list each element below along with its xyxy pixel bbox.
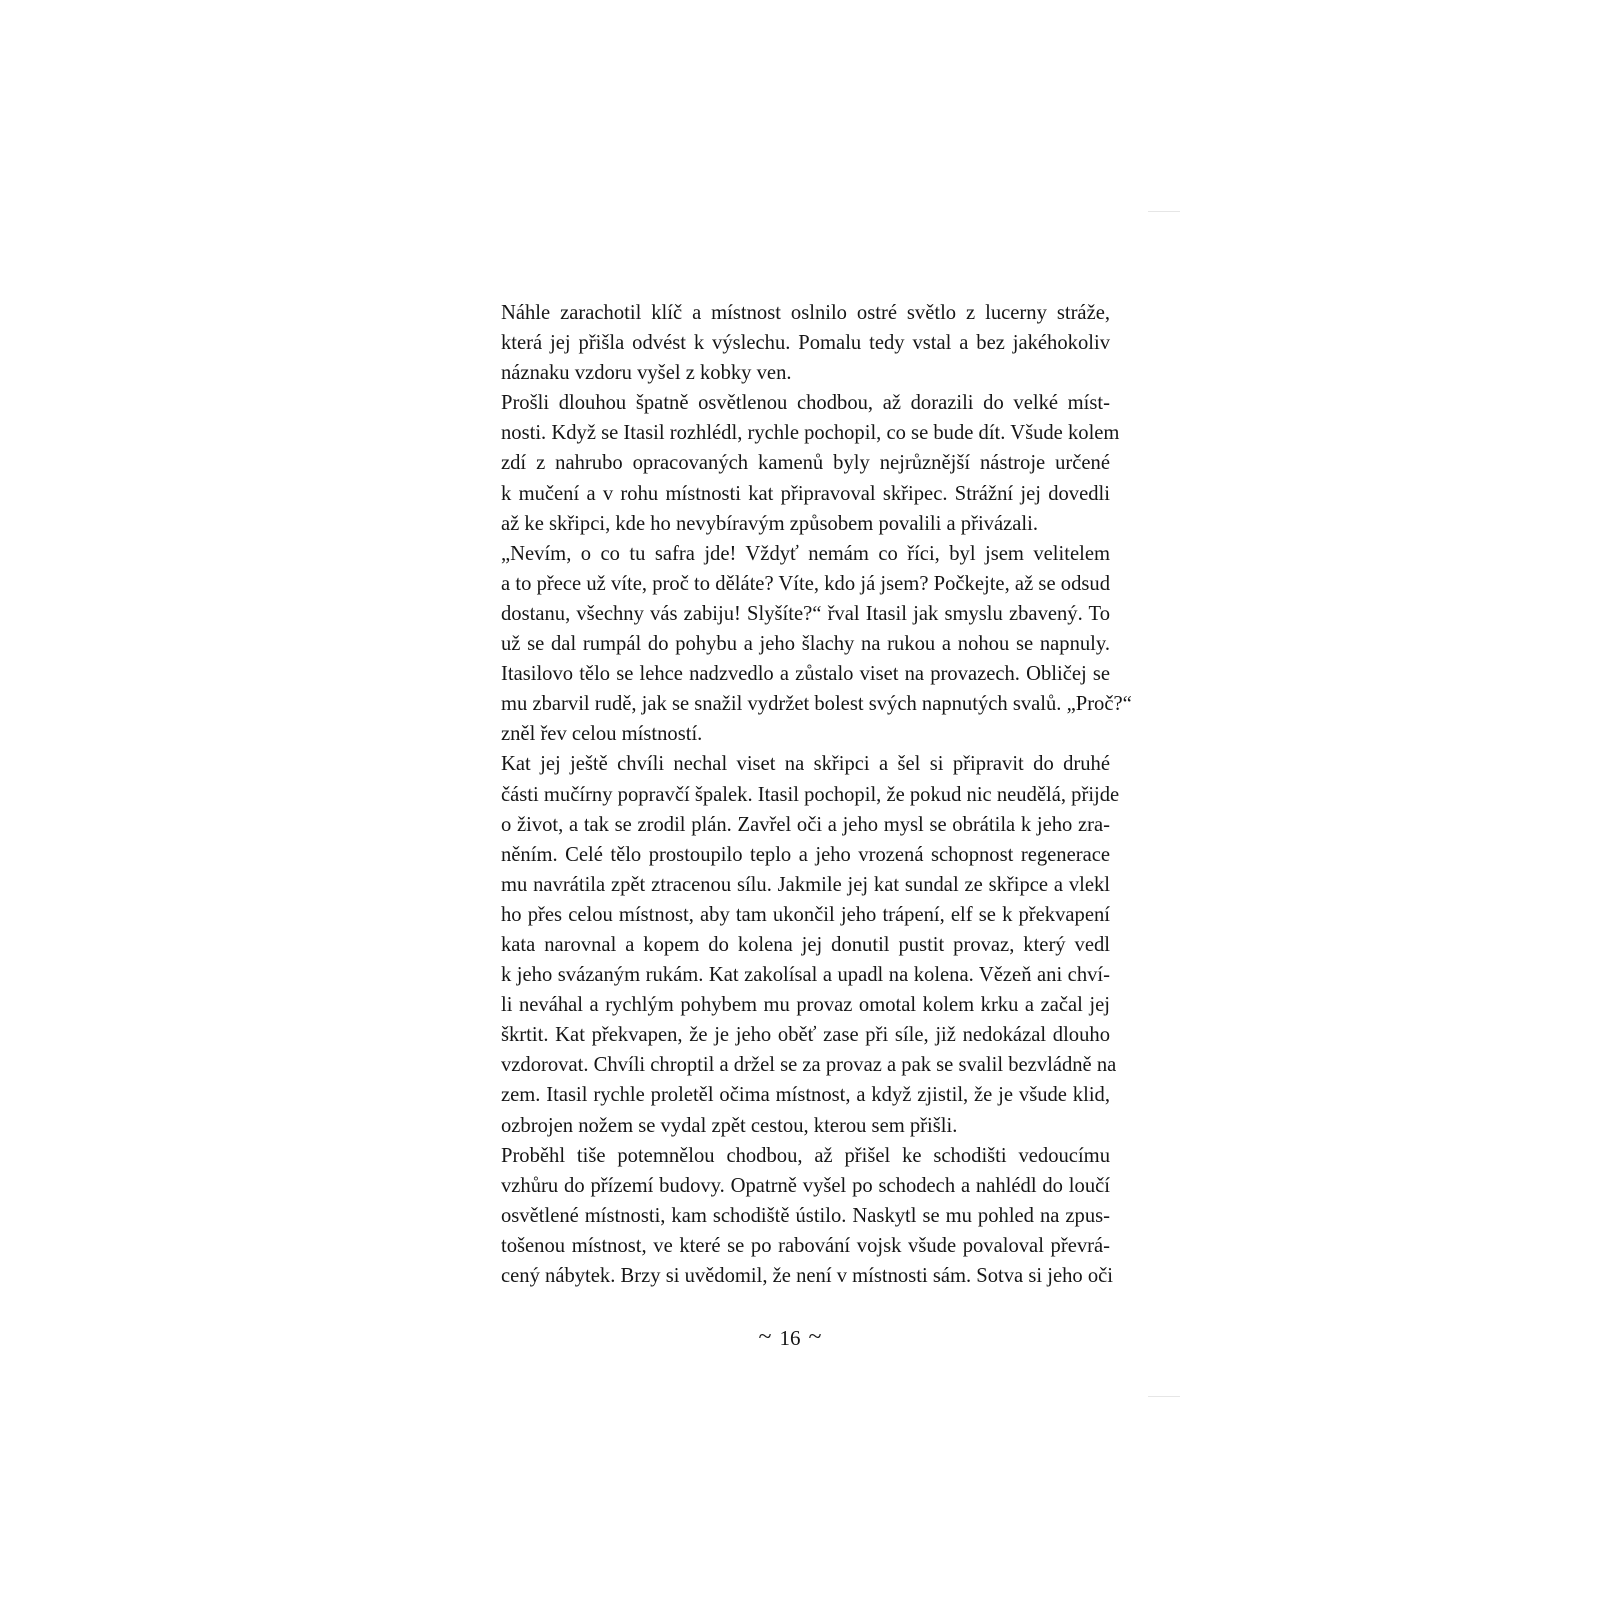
text-line: už se dal rumpál do pohybu a jeho šlachy na rukou a nohou se napnuly. bbox=[501, 633, 1110, 656]
text-line: Proběhl tiše potemnělou chodbou, až přišel ke schodišti vedoucímu bbox=[501, 1144, 1110, 1167]
crop-mark-top bbox=[1148, 211, 1180, 212]
text-line: Kat jej ještě chvíli nechal viset na skřipci a šel si připravit do druhé bbox=[501, 753, 1110, 776]
text-line: až ke skřipci, kde ho nevybíravým způsobem povalili a přivázali. bbox=[501, 512, 1038, 535]
crop-mark-bottom bbox=[1148, 1396, 1180, 1397]
text-line: a to přece už víte, proč to děláte? Víte, kdo já jsem? Počkejte, až se odsud bbox=[501, 572, 1110, 595]
paragraph bbox=[470, 749, 1120, 1140]
text-line: cený nábytek. Brzy si uvědomil, že není v místnosti sám. Sotva si jeho oči bbox=[501, 1265, 1113, 1287]
text-line: „Nevím, o co tu safra jde! Vždyť nemám co říci, byl jsem velitelem bbox=[501, 542, 1110, 565]
text-line: tošenou místnost, ve které se po rabování vojsk všude povaloval převrá- bbox=[501, 1234, 1110, 1257]
paragraph bbox=[470, 1141, 1113, 1291]
text-line: ozbrojen nožem se vydal zpět cestou, kterou sem přišli. bbox=[501, 1114, 958, 1137]
tilde-ornament-right: ~ bbox=[808, 1324, 822, 1350]
paragraph bbox=[470, 388, 1120, 538]
text-line: o život, a tak se zrodil plán. Zavřel oči a jeho mysl se obrátila k jeho zra- bbox=[501, 813, 1110, 836]
text-line: zem. Itasil rychle proletěl očima místnost, a když zjistil, že je všude klid, bbox=[501, 1084, 1110, 1107]
text-line: ho přes celou místnost, aby tam ukončil jeho trápení, elf se k překvapení bbox=[501, 903, 1110, 926]
page-number-folio bbox=[0, 1324, 1580, 1351]
text-line: dostanu, všechny vás zabiju! Slyšíte?“ řval Itasil jak smyslu zbavený. To bbox=[501, 602, 1110, 625]
text-line: vzhůru do přízemí budovy. Opatrně vyšel po schodech a nahlédl do loučí bbox=[501, 1174, 1110, 1197]
text-line: něním. Celé tělo prostoupilo teplo a jeho vrozená schopnost regenerace bbox=[501, 843, 1110, 866]
text-line: li neváhal a rychlým pohybem mu provaz omotal kolem krku a začal jej bbox=[501, 994, 1110, 1017]
text-line: Náhle zarachotil klíč a místnost oslnilo ostré světlo z lucerny stráže, bbox=[501, 302, 1110, 324]
text-line: která jej přišla odvést k výslechu. Pomalu tedy vstal a bez jakéhokoliv bbox=[501, 332, 1110, 355]
tilde-ornament-left: ~ bbox=[758, 1324, 772, 1350]
text-line: mu zbarvil rudě, jak se snažil vydržet bolest svých napnutých svalů. „Proč?“ bbox=[501, 693, 1132, 716]
text-line: části mučírny popravčí špalek. Itasil pochopil, že pokud nic neudělá, přijde bbox=[501, 783, 1120, 806]
text-line: mu navrátila zpět ztracenou sílu. Jakmile jej kat sundal ze skřipce a vlekl bbox=[501, 873, 1110, 896]
paragraph bbox=[470, 298, 1110, 388]
text-line: škrtit. Kat překvapen, že je jeho oběť zase při síle, již nedokázal dlouho bbox=[501, 1024, 1110, 1047]
text-line: kata narovnal a kopem do kolena jej donutil pustit provaz, který vedl bbox=[501, 933, 1110, 956]
text-line: vzdorovat. Chvíli chroptil a držel se za provaz a pak se svalil bezvládně na bbox=[501, 1054, 1117, 1077]
page-number: 16 bbox=[779, 1326, 801, 1350]
text-line: k mučení a v rohu místnosti kat připravoval skřipec. Strážní jej dovedli bbox=[501, 482, 1110, 505]
text-line: osvětlené místnosti, kam schodiště ústilo. Naskytl se mu pohled na zpus- bbox=[501, 1204, 1110, 1227]
text-line: náznaku vzdoru vyšel z kobky ven. bbox=[501, 362, 792, 385]
paragraph bbox=[470, 539, 1132, 750]
text-line: Prošli dlouhou špatně osvětlenou chodbou, až dorazili do velké míst- bbox=[501, 392, 1110, 415]
body-text bbox=[470, 298, 1132, 1291]
text-line: zněl řev celou místností. bbox=[501, 723, 703, 746]
text-line: zdí z nahrubo opracovaných kamenů byly nejrůznější nástroje určené bbox=[501, 452, 1110, 475]
text-line: nosti. Když se Itasil rozhlédl, rychle pochopil, co se bude dít. Všude kolem bbox=[501, 422, 1120, 445]
text-line: k jeho svázaným rukám. Kat zakolísal a upadl na kolena. Vězeň ani chví- bbox=[501, 964, 1110, 987]
text-line: Itasilovo tělo se lehce nadzvedlo a zůstalo viset na provazech. Obličej se bbox=[501, 663, 1110, 686]
